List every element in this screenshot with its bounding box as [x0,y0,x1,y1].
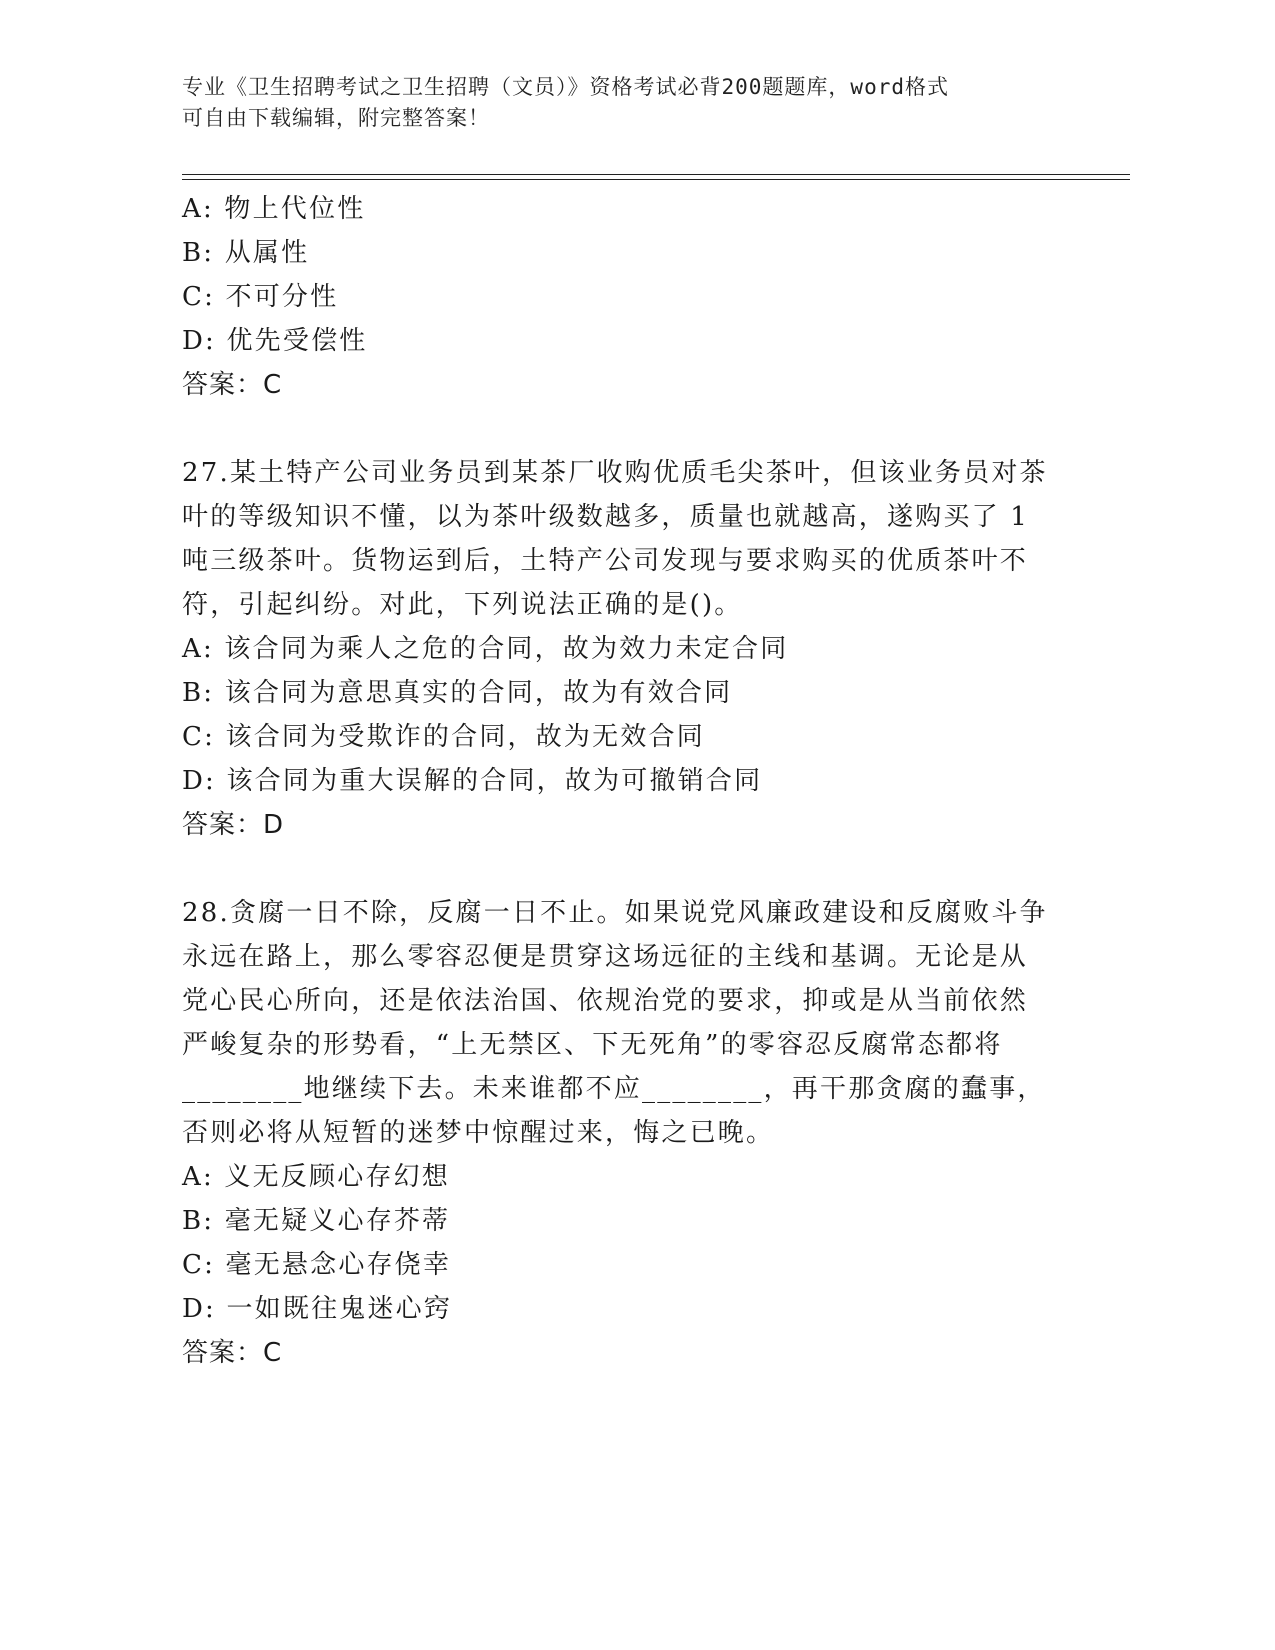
spacer [182,847,1082,891]
option-d: D: 一如既往鬼迷心窍 [182,1294,453,1324]
option-b: B: 毫无疑义心存芥蒂 [182,1206,451,1236]
answer-line: 答案：C [182,1338,283,1368]
question-27 [182,451,1082,847]
document-body [182,187,1082,1375]
answer-line: 答案：C [182,370,283,400]
question-stem-line: 严峻复杂的形势看，“上无禁区、下无死角”的零容忍反腐常态都将 [182,1030,1003,1060]
question-stem-line: ________地继续下去。未来谁都不应________，再干那贪腐的蠢事， [182,1074,1046,1104]
header-divider-top [182,174,1130,175]
header-divider-bottom [182,179,1130,180]
header-title-line-1: 专业《卫生招聘考试之卫生招聘（文员）》资格考试必背200题题库，word格式 [182,75,949,99]
option-a: A: 该合同为乘人之危的合同，故为效力未定合同 [182,634,789,664]
option-a: A: 义无反顾心存幻想 [182,1162,451,1192]
answer-line: 答案：D [182,810,285,840]
question-stem-line: 27.某土特产公司业务员到某茶厂收购优质毛尖茶叶，但该业务员对茶 [182,458,1048,488]
option-c: C: 不可分性 [182,282,339,312]
document-header [182,72,1062,134]
header-title-line-2: 可自由下载编辑，附完整答案！ [182,106,490,130]
option-b: B: 从属性 [182,238,310,268]
question-stem-line: 否则必将从短暂的迷梦中惊醒过来，悔之已晚。 [182,1118,775,1148]
option-d: D: 该合同为重大误解的合同，故为可撤销合同 [182,766,763,796]
option-c: C: 该合同为受欺诈的合同，故为无效合同 [182,722,705,752]
question-stem-line: 符，引起纠纷。对此，下列说法正确的是()。 [182,590,743,620]
spacer [182,407,1082,451]
question-26 [182,187,1082,407]
option-d: D: 优先受偿性 [182,326,368,356]
question-stem-line: 吨三级茶叶。货物运到后，土特产公司发现与要求购买的优质茶叶不 [182,546,1029,576]
option-b: B: 该合同为意思真实的合同，故为有效合同 [182,678,733,708]
question-stem-line: 28.贪腐一日不除，反腐一日不止。如果说党风廉政建设和反腐败斗争 [182,898,1048,928]
question-28 [182,891,1082,1375]
question-stem-line: 党心民心所向，还是依法治国、依规治党的要求，抑或是从当前依然 [182,986,1029,1016]
question-stem-line: 永远在路上，那么零容忍便是贯穿这场远征的主线和基调。无论是从 [182,942,1029,972]
question-stem-line: 叶的等级知识不懂，以为茶叶级数越多，质量也就越高，遂购买了 1 [182,502,1030,532]
option-a: A: 物上代位性 [182,194,366,224]
option-c: C: 毫无悬念心存侥幸 [182,1250,452,1280]
